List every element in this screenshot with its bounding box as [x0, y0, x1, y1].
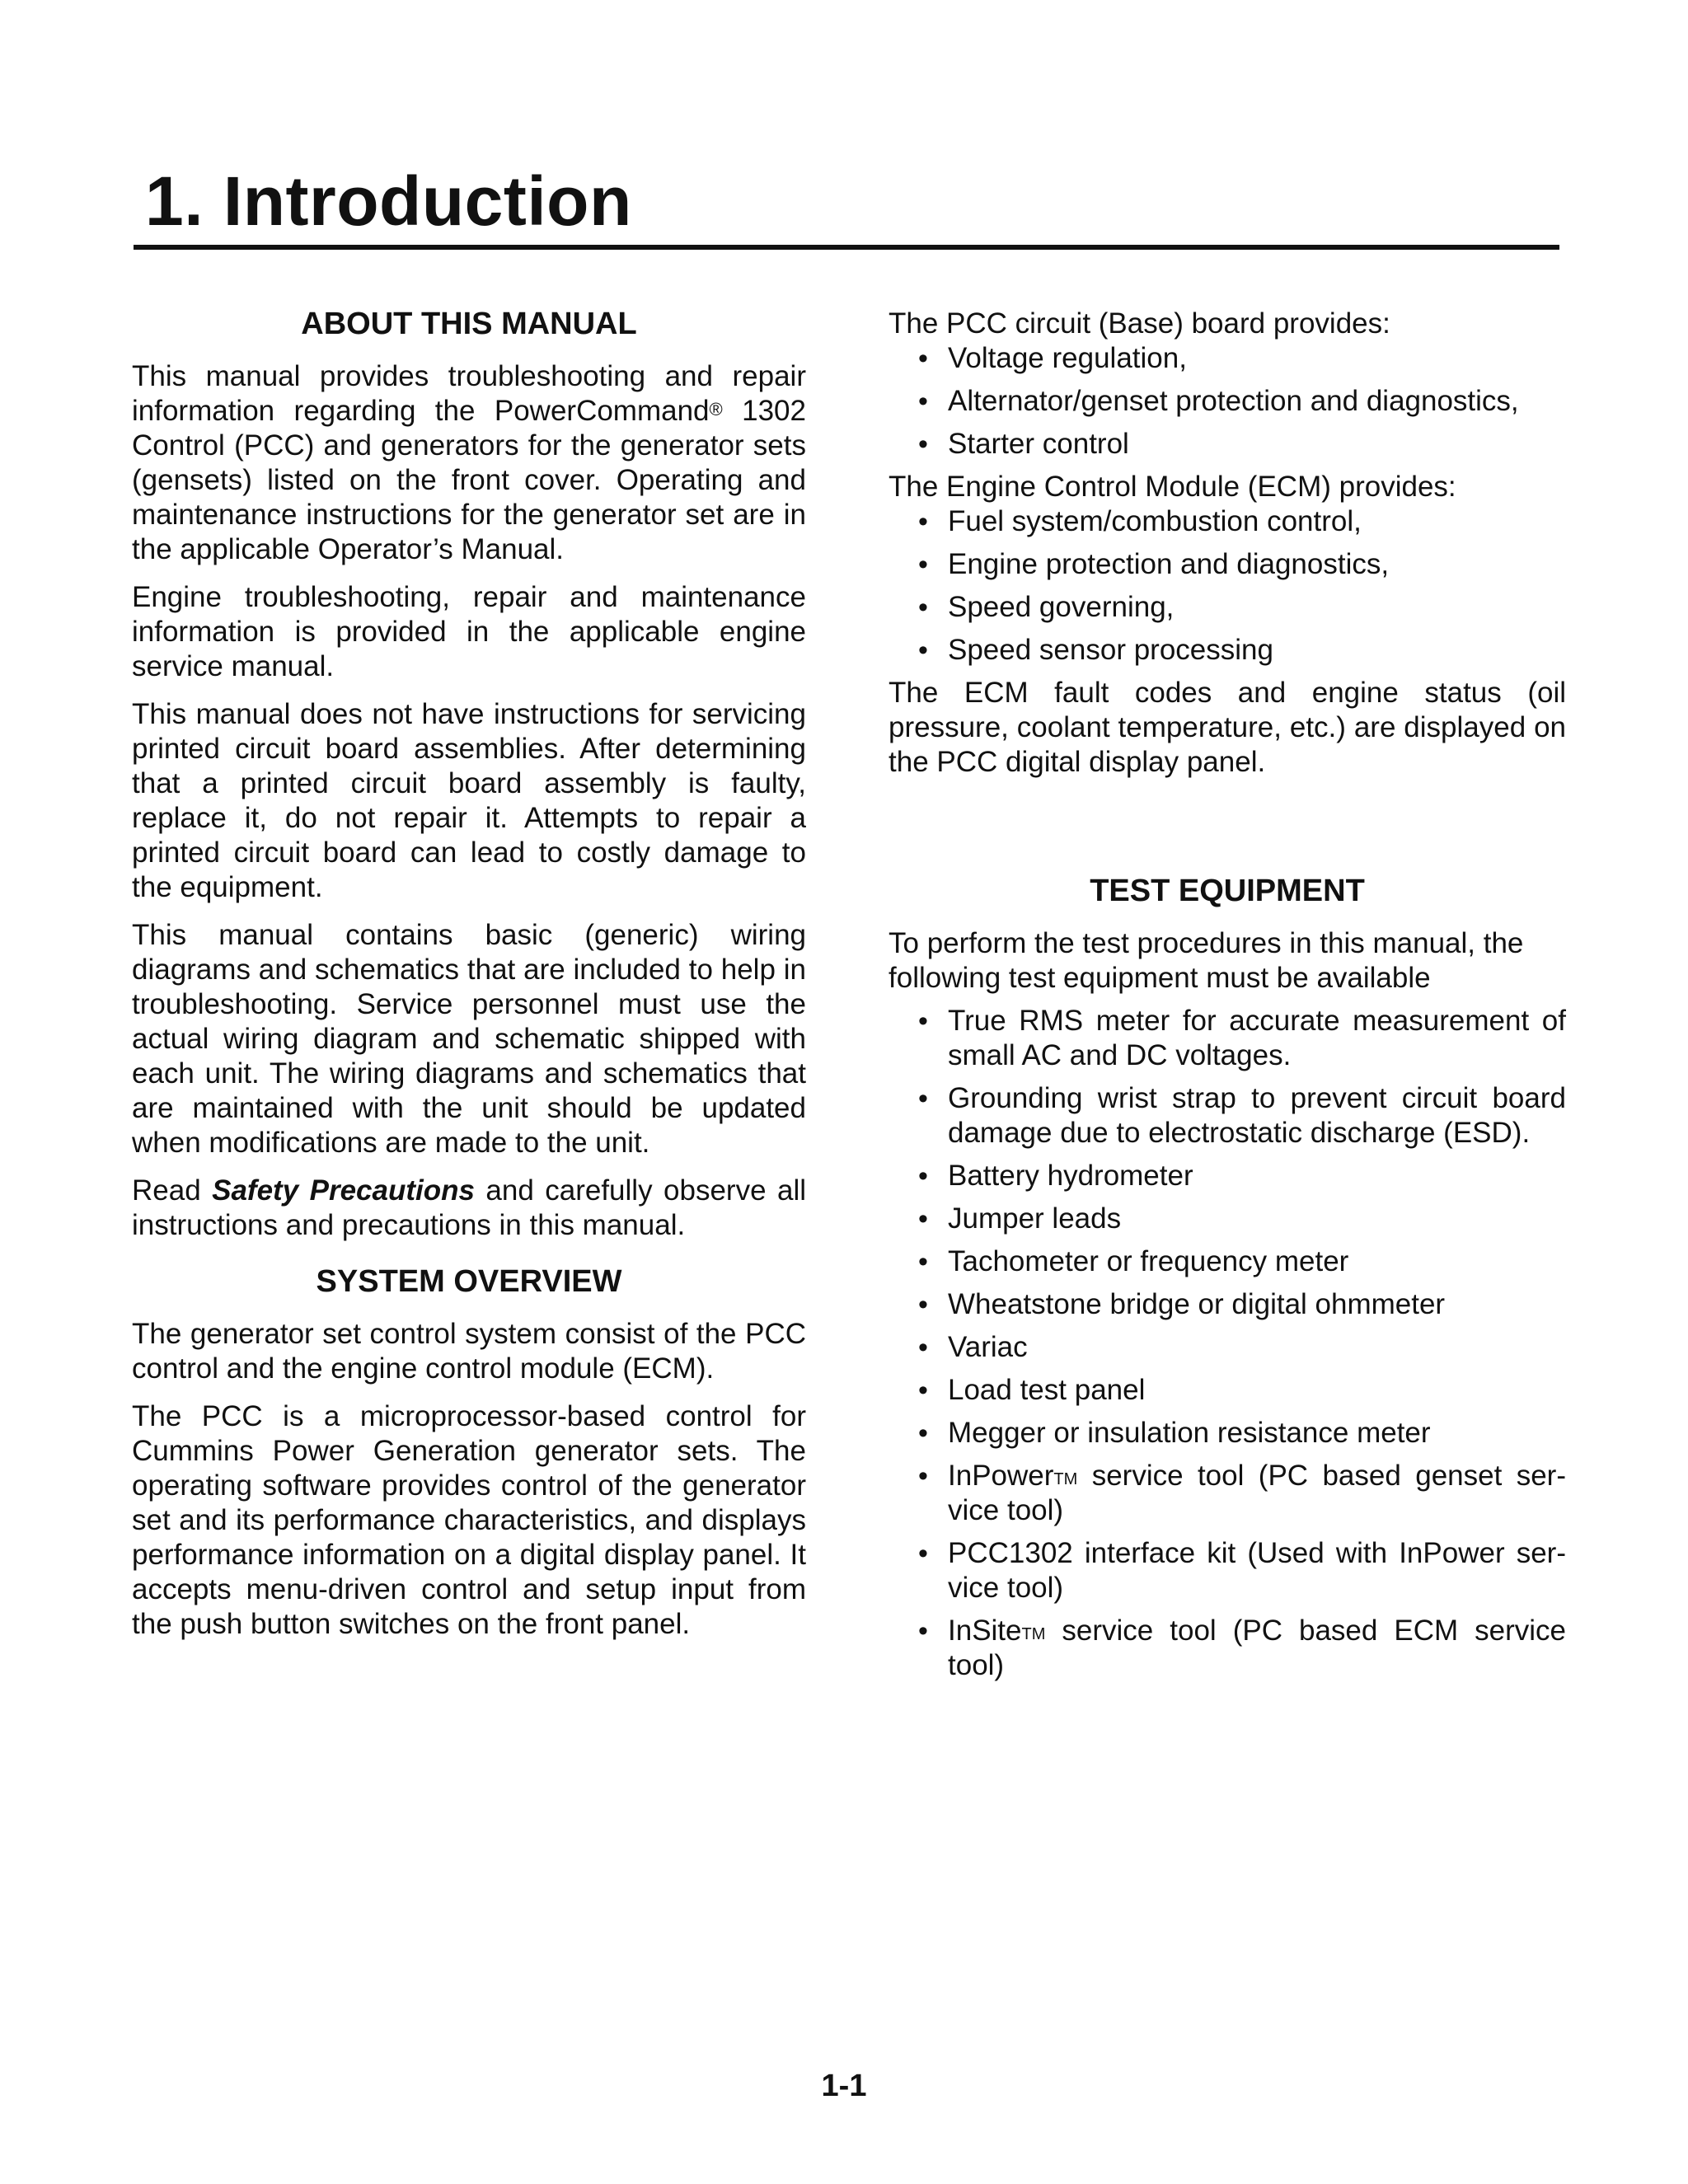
about-paragraph-2: Engine troubleshooting, repair and maintenance information is provided in the applicable engine service manual.	[132, 581, 806, 682]
about-p1-text-cont: 1302 Control (PCC) and generators for the generator sets (gensets) listed on the front cover. Operating and maintenance instructions for the generator set are in the applicable Operator’s Manual.	[132, 395, 806, 565]
list-item	[889, 1459, 1566, 1528]
list-item: • Grounding wrist strap to prevent circuit board damage due to electrostatic discharge (ESD).	[889, 1081, 1566, 1151]
list-item: • Battery hydrometer	[889, 1159, 1566, 1193]
list-item: • Tachometer or frequency meter	[889, 1244, 1566, 1279]
about-paragraph-1	[132, 359, 806, 567]
right-column	[889, 307, 1566, 1691]
about-p5-text-cont: and carefully observe all instructions and precautions in this manual.	[132, 1174, 806, 1241]
test-equipment-list	[889, 1004, 1566, 1683]
inpower-name: InPower	[948, 1460, 1054, 1492]
base-board-list	[889, 341, 1566, 462]
ecm-list	[889, 504, 1566, 668]
registered-mark: ®	[709, 399, 723, 419]
page-title: 1. Introduction	[145, 162, 632, 240]
left-column	[132, 307, 806, 1655]
trademark-mark: TM	[1053, 1470, 1078, 1488]
overview-paragraph-1: The generator set control system consist of the PCC control and the engine control module (ECM).	[132, 1318, 806, 1385]
list-item: • Variac	[889, 1330, 1566, 1365]
list-item: • Jumper leads	[889, 1202, 1566, 1236]
about-paragraph-4: This manual contains basic (generic) wiring diagrams and schematics that are included to help in troubleshooting. Service personnel must use the actual wiring diagram and schematic shipped with each unit. The wiring diagrams and schematics that are maintained with the unit should be updated when modifications are made to the unit.	[132, 919, 806, 1159]
list-item: • Load test panel	[889, 1373, 1566, 1408]
overview-heading: SYSTEM OVERVIEW	[316, 1264, 622, 1299]
list-item: • Starter control	[889, 427, 1566, 462]
insite-desc: service tool (PC based ECM service tool)	[948, 1615, 1566, 1681]
base-board-intro: The PCC circuit (Base) board provides:	[889, 307, 1390, 340]
page-number: 1-1	[821, 2069, 867, 2103]
list-item: • True RMS meter for accurate measurement of small AC and DC voltages.	[889, 1004, 1566, 1073]
list-item: • Speed governing,	[889, 590, 1566, 625]
list-item: • Fuel system/combustion control,	[889, 504, 1566, 539]
list-item: • Engine protection and diagnostics,	[889, 547, 1566, 582]
list-item: • Megger or insulation resistance meter	[889, 1416, 1566, 1451]
about-paragraph-5	[132, 1174, 806, 1243]
about-paragraph-3: This manual does not have instructions for servicing printed circuit board assemblies. After determining that a printed circuit board assembly is faulty, replace it, do not repair it. Attempts to repair a printed circuit board can lead to costly damage to the equipment.	[132, 698, 806, 903]
list-item: • Alternator/genset protection and diagnostics,	[889, 384, 1566, 419]
insite-name: InSite	[948, 1615, 1022, 1647]
about-p5-text: Read	[132, 1174, 213, 1207]
test-equipment-intro: To perform the test procedures in this manual, the following test equipment must be available	[889, 927, 1524, 994]
about-p1-text: This manual provides troubleshooting and repair information regarding the PowerCommand	[132, 360, 806, 427]
list-item: • Speed sensor processing	[889, 633, 1566, 668]
safety-precautions-emphasis: Safety Precautions	[212, 1174, 475, 1207]
ecm-note: The ECM fault codes and engine status (oil pressure, coolant temperature, etc.) are displayed on the PCC digital display panel.	[889, 677, 1566, 778]
overview-paragraph-2: The PCC is a microprocessor-based control for Cummins Power Generation generator sets. The operating software provides control of the generator set and its performance characteristics, and displays performance information on a digital display panel. It accepts menu-driven control and setup input from the push button switches on the front panel.	[132, 1400, 806, 1640]
list-item: • Wheatstone bridge or digital ohmmeter	[889, 1287, 1566, 1322]
inpower-desc: service tool (PC based genset ser-vice tool)	[948, 1460, 1566, 1526]
about-heading: ABOUT THIS MANUAL	[301, 307, 637, 341]
list-item	[889, 1614, 1566, 1683]
ecm-intro: The Engine Control Module (ECM) provides:	[889, 471, 1456, 503]
list-item: • Voltage regulation,	[889, 341, 1566, 376]
list-item: • PCC1302 interface kit (Used with InPower ser-vice tool)	[889, 1536, 1566, 1605]
title-rule	[134, 245, 1559, 250]
trademark-mark: TM	[1021, 1625, 1046, 1643]
test-equipment-heading: TEST EQUIPMENT	[1090, 874, 1365, 908]
